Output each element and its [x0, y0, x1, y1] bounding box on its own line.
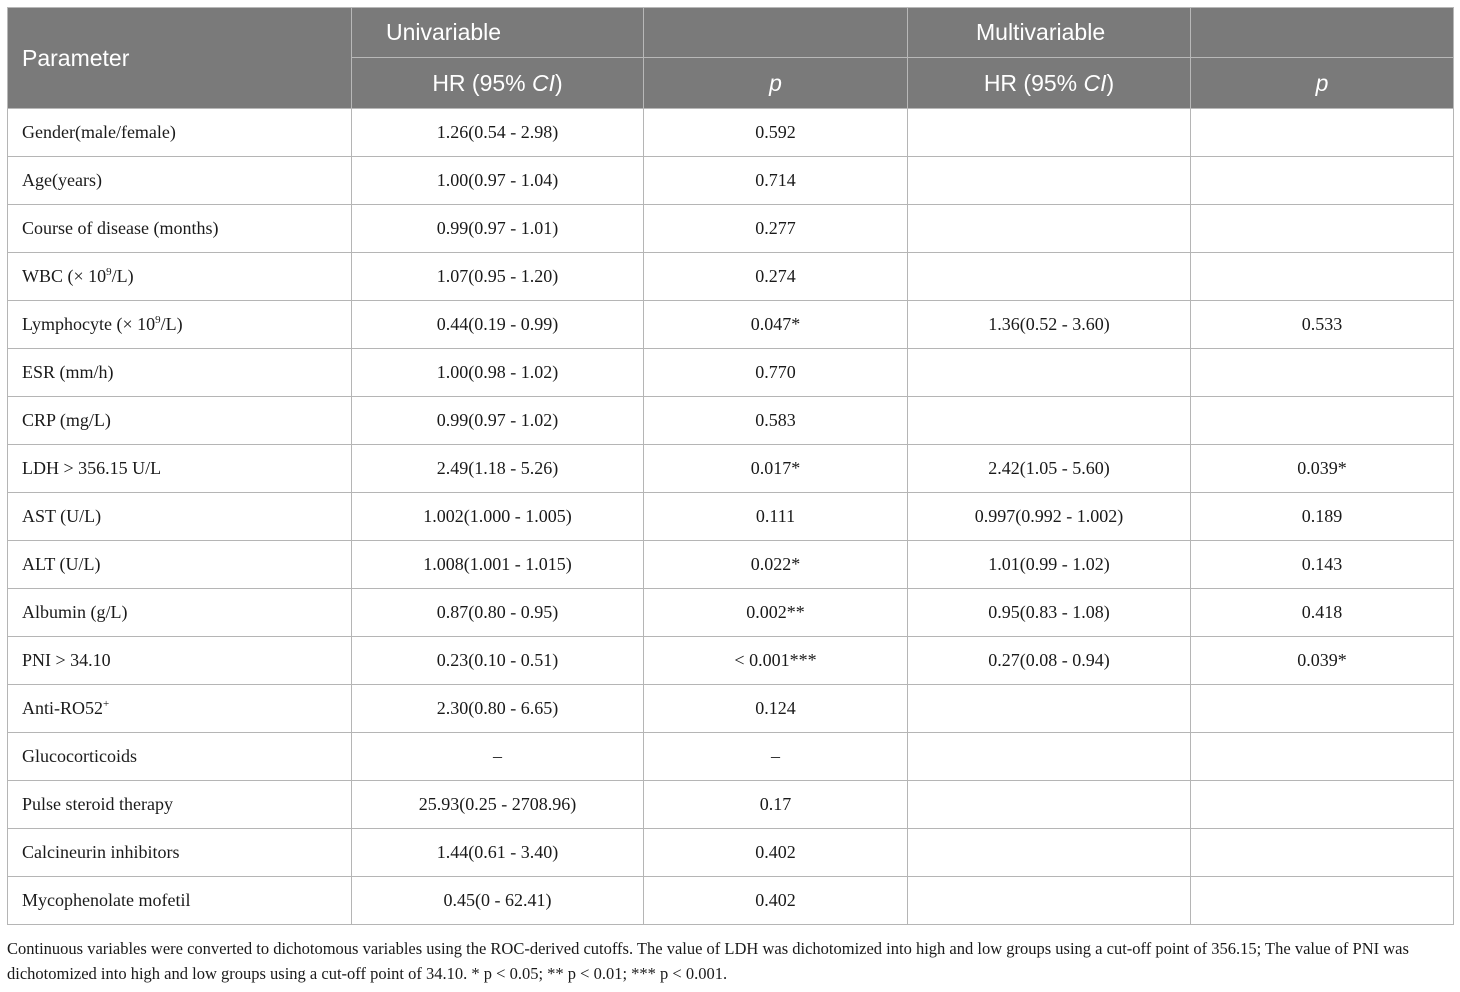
univariable-hr-cell: 1.002(1.000 - 1.005)	[352, 493, 644, 541]
multivariable-p-cell	[1191, 109, 1454, 157]
univariable-p-cell: 0.583	[644, 397, 908, 445]
univariable-hr-cell: 0.87(0.80 - 0.95)	[352, 589, 644, 637]
table-row	[8, 493, 1454, 541]
multivariable-p-cell	[1191, 781, 1454, 829]
univariable-header: Univariable	[352, 8, 644, 58]
regression-table	[7, 7, 1454, 925]
multivariable-p-cell	[1191, 157, 1454, 205]
table-row	[8, 541, 1454, 589]
table-row	[8, 205, 1454, 253]
multivariable-p-cell	[1191, 877, 1454, 925]
multivariable-hr-cell	[908, 877, 1191, 925]
univariable-p-cell: 0.17	[644, 781, 908, 829]
multivariable-p-cell: 0.418	[1191, 589, 1454, 637]
univariable-hr-cell: 25.93(0.25 - 2708.96)	[352, 781, 644, 829]
multivariable-hr-cell: 1.36(0.52 - 3.60)	[908, 301, 1191, 349]
univariable-hr-cell: 1.00(0.97 - 1.04)	[352, 157, 644, 205]
parameter-cell: Mycophenolate mofetil	[8, 877, 352, 925]
table-row	[8, 349, 1454, 397]
univariable-hr-cell: 1.44(0.61 - 3.40)	[352, 829, 644, 877]
multivariable-hr-cell	[908, 349, 1191, 397]
table-row	[8, 109, 1454, 157]
univariable-hr-cell: 0.23(0.10 - 0.51)	[352, 637, 644, 685]
multivariable-p-cell	[1191, 349, 1454, 397]
table-row	[8, 637, 1454, 685]
table-row	[8, 829, 1454, 877]
multivariable-hr-header: HR (95% CI)	[908, 58, 1191, 109]
univariable-hr-cell: 1.00(0.98 - 1.02)	[352, 349, 644, 397]
multivariable-p-cell: 0.039*	[1191, 445, 1454, 493]
parameter-cell: PNI > 34.10	[8, 637, 352, 685]
univariable-p-header: p	[644, 58, 908, 109]
univariable-hr-cell: 1.26(0.54 - 2.98)	[352, 109, 644, 157]
multivariable-hr-cell	[908, 109, 1191, 157]
multivariable-hr-cell	[908, 733, 1191, 781]
table-row	[8, 397, 1454, 445]
multivariable-p-cell	[1191, 205, 1454, 253]
parameter-cell: Lymphocyte (× $10^9/L$)	[8, 301, 352, 349]
parameter-cell: Calcineurin inhibitors	[8, 829, 352, 877]
multivariable-hr-cell	[908, 829, 1191, 877]
multivariable-p-cell	[1191, 685, 1454, 733]
univariable-p-cell: < 0.001***	[644, 637, 908, 685]
univariable-p-cell: 0.402	[644, 877, 908, 925]
parameter-cell: Anti-RO52+	[8, 685, 352, 733]
univariable-p-cell: 0.714	[644, 157, 908, 205]
multivariable-header: Multivariable	[908, 8, 1191, 58]
multivariable-hr-cell	[908, 781, 1191, 829]
univariable-p-cell: 0.592	[644, 109, 908, 157]
multivariable-p-header: p	[1191, 58, 1454, 109]
table-row	[8, 589, 1454, 637]
multivariable-p-cell	[1191, 829, 1454, 877]
univariable-p-cell: 0.022*	[644, 541, 908, 589]
univariable-p-cell: 0.770	[644, 349, 908, 397]
multivariable-p-cell: 0.533	[1191, 301, 1454, 349]
table-row	[8, 445, 1454, 493]
multivariable-p-cell	[1191, 253, 1454, 301]
parameter-cell: CRP (mg/L)	[8, 397, 352, 445]
univariable-hr-cell: 1.07(0.95 - 1.20)	[352, 253, 644, 301]
multivariable-hr-cell	[908, 157, 1191, 205]
parameter-cell: AST (U/L)	[8, 493, 352, 541]
univariable-p-cell: 0.111	[644, 493, 908, 541]
multivariable-hr-cell: 0.95(0.83 - 1.08)	[908, 589, 1191, 637]
multivariable-hr-cell: 0.27(0.08 - 0.94)	[908, 637, 1191, 685]
table-body	[8, 109, 1454, 925]
univariable-hr-cell: –	[352, 733, 644, 781]
table-row	[8, 877, 1454, 925]
multivariable-header-spacer	[1191, 8, 1454, 58]
univariable-p-cell: 0.274	[644, 253, 908, 301]
table-row	[8, 253, 1454, 301]
multivariable-hr-cell	[908, 685, 1191, 733]
multivariable-p-cell: 0.189	[1191, 493, 1454, 541]
parameter-cell: LDH > 356.15 U/L	[8, 445, 352, 493]
multivariable-p-cell	[1191, 733, 1454, 781]
multivariable-hr-cell	[908, 397, 1191, 445]
parameter-cell: Glucocorticoids	[8, 733, 352, 781]
univariable-hr-cell: 0.44(0.19 - 0.99)	[352, 301, 644, 349]
multivariable-hr-cell	[908, 253, 1191, 301]
table-row	[8, 781, 1454, 829]
multivariable-hr-cell: 2.42(1.05 - 5.60)	[908, 445, 1191, 493]
univariable-p-cell: 0.402	[644, 829, 908, 877]
table-row	[8, 157, 1454, 205]
univariable-p-cell: 0.017*	[644, 445, 908, 493]
multivariable-p-cell: 0.039*	[1191, 637, 1454, 685]
table-row	[8, 301, 1454, 349]
univariable-hr-cell: 2.49(1.18 - 5.26)	[352, 445, 644, 493]
parameter-cell: WBC (× $10^9/L$)	[8, 253, 352, 301]
multivariable-hr-cell: 0.997(0.992 - 1.002)	[908, 493, 1191, 541]
univariable-hr-cell: 0.45(0 - 62.41)	[352, 877, 644, 925]
univariable-p-cell: 0.047*	[644, 301, 908, 349]
univariable-hr-cell: 1.008(1.001 - 1.015)	[352, 541, 644, 589]
univariable-p-cell: 0.124	[644, 685, 908, 733]
parameter-cell: Course of disease (months)	[8, 205, 352, 253]
table-footnote: Continuous variables were converted to dichotomous variables using the ROC-derived cutoffs. The value of LDH was dichotomized into high and low groups using a cut-off point of 356.15; The value of PNI was dichotomized into high and low groups using a cut-off point of 34.10. * p < 0.05; ** p < 0.01; *** p < 0.001.	[7, 939, 1409, 983]
parameter-cell: ESR (mm/h)	[8, 349, 352, 397]
parameter-cell: Age(years)	[8, 157, 352, 205]
univariable-hr-cell: 2.30(0.80 - 6.65)	[352, 685, 644, 733]
table-row	[8, 685, 1454, 733]
parameter-cell: Pulse steroid therapy	[8, 781, 352, 829]
parameter-cell: Gender(male/female)	[8, 109, 352, 157]
multivariable-hr-cell: 1.01(0.99 - 1.02)	[908, 541, 1191, 589]
univariable-hr-cell: 0.99(0.97 - 1.02)	[352, 397, 644, 445]
table-row	[8, 733, 1454, 781]
multivariable-hr-cell	[908, 205, 1191, 253]
univariable-p-cell: 0.277	[644, 205, 908, 253]
univariable-hr-header: HR (95% CI)	[352, 58, 644, 109]
header-row-groups	[8, 8, 1454, 58]
multivariable-p-cell: 0.143	[1191, 541, 1454, 589]
parameter-cell: ALT (U/L)	[8, 541, 352, 589]
univariable-p-cell: 0.002**	[644, 589, 908, 637]
univariable-header-spacer	[644, 8, 908, 58]
parameter-header: Parameter	[8, 8, 352, 109]
parameter-cell: Albumin (g/L)	[8, 589, 352, 637]
multivariable-p-cell	[1191, 397, 1454, 445]
univariable-hr-cell: 0.99(0.97 - 1.01)	[352, 205, 644, 253]
univariable-p-cell: –	[644, 733, 908, 781]
